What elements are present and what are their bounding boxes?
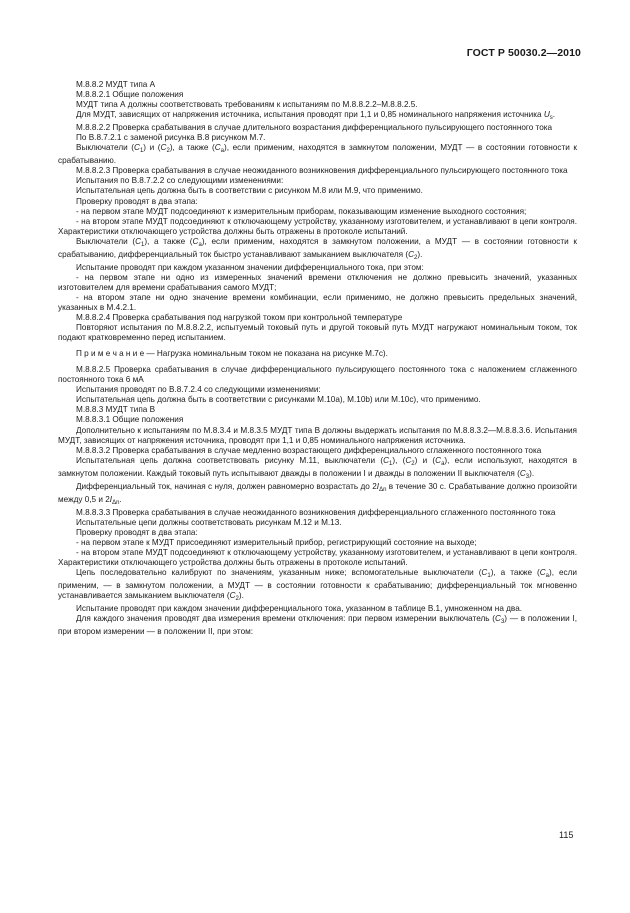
section-heading: М.8.8.3.2 Проверка срабатывания в случае медленно возрастающего дифференциального сглаженного постоянного тока — [76, 445, 542, 455]
page-number: 115 — [559, 830, 574, 840]
paragraph: Дополнительно к испытаниям по М.8.3.4 и М.8.3.5 МУДТ типа В должны выдержать испытания по М.8.8.3.2—М.8.8.3.6. Испытания МУДТ, зависящих от напряжения источника, проводят при 1,1 и 0,85 номинального напряжения источника. — [58, 425, 577, 445]
section-heading: М.8.8.2.1 Общие положения — [76, 90, 184, 100]
paragraph: Для МУДТ, зависящих от напряжения источника, испытания проводят при 1,1 и 0,85 номинального напряжения источника $U_s$. — [76, 110, 556, 122]
section-heading: М.8.8.2.3 Проверка срабатывания в случае неожиданного возникновения дифференциального пульсирующего постоянного тока — [76, 166, 568, 176]
section-heading: М.8.8.2 МУДТ типа А — [76, 80, 156, 89]
paragraph: Проверку проводят в два этапа: — [76, 527, 198, 537]
paragraph: По В.8.7.2.1 с заменой рисунка В.8 рисунком М.7. — [76, 133, 266, 143]
paragraph: Повторяют испытания по М.8.8.2.2, испытуемый токовый путь и другой токовый путь МУДТ нагружают номинальным током, ток подают кратковременно перед испытанием. — [58, 323, 577, 343]
paragraph: Испытание проводят при каждом значении дифференциального тока, указанном в таблице В.1, умноженном на два. — [76, 604, 523, 614]
paragraph: Испытания проводят по В.8.7.2.4 со следующими изменениями: — [76, 385, 321, 395]
paragraph: Испытания по В.8.7.2.2 со следующими изменениями: — [76, 176, 284, 186]
paragraph: Испытание проводят при каждом указанном значении дифференциального тока, при этом: — [76, 262, 424, 272]
paragraph: Для каждого значения проводят два измерения времени отключения: при первом измерении выключатель $(C_3)$ — в положении I, при втором измерении — в положении II, при этом: — [58, 614, 577, 637]
list-item: - на втором этапе МУДТ подсоединяют к отключающему устройству, указанному изготовителем, и устанавливают в цепи контроля. Характеристики отключающего устройства должны быть отражены в протоколе испытаний. — [58, 548, 577, 568]
paragraph: Испытательная цепь должна быть в соответствии с рисунком М.8 или М.9, что применимо. — [76, 186, 423, 196]
list-item: - на втором этапе МУДТ подсоединяют к отключающему устройству, указанному изготовителем, и устанавливают в цепи контроля. Характеристики отключающего устройства должны быть отражены в протоколе испытаний. — [58, 216, 577, 236]
section-heading: М.8.8.2.5 Проверка срабатывания в случае дифференциального пульсирующего постоянного тока с наложением сглаженного постоянного тока 6 мА — [58, 365, 577, 385]
section-heading: М.8.8.2.4 Проверка срабатывания под нагрузкой током при контрольной температуре — [76, 313, 403, 323]
document-body — [58, 80, 577, 637]
section-heading: М.8.8.3.3 Проверка срабатывания в случае неожиданного возникновения дифференциального сглаженного постоянного тока — [76, 507, 556, 517]
paragraph: Проверку проводят в два этапа: — [76, 196, 198, 206]
paragraph: Цепь последовательно калибруют по значениям, указанным ниже; вспомогательные выключатели $(C_1)$, а также $(C_a)$, если применим, — в замкнутом положении, а МУДТ — в состоянии готовности к срабатыванию; дифференциальный ток мгновенно устанавливается замыканием выключателя $(C_2)$. — [58, 568, 577, 603]
section-heading: М.8.8.3 МУДТ типа В — [76, 405, 156, 415]
list-item: - на первом этапе к МУДТ присоединяют измерительный прибор, регистрирующий состояние на выходе; — [76, 537, 477, 547]
list-item: - на втором этапе ни одно значение времени комбинации, если применимо, не должно превысить предельных значений, указанных в М.4.2.1. — [58, 292, 577, 312]
section-heading: М.8.8.2.2 Проверка срабатывания в случае длительного возрастания дифференциального пульсирующего постоянного тока — [76, 123, 553, 133]
section-heading: М.8.8.3.1 Общие положения — [76, 415, 184, 425]
paragraph: Испытательная цепь должна быть в соответствии с рисунками М.10а), М.10b) или М.10c), что применимо. — [76, 395, 481, 405]
paragraph: МУДТ типа А должны соответствовать требованиям к испытаниям по М.8.8.2.2–М.8.8.2.5. — [76, 100, 418, 110]
paragraph: Испытательная цепь должна соответствовать рисунку М.11, выключатели $(C_1)$, $(C_2)$ и $(C_a)$, если используют, находятся в замкнутом положении. Каждый токовый путь испытывают дважды в положении I и дважды в положении II выключателя $(C_3)$. — [58, 455, 577, 480]
paragraph: Выключатели $(C_1)$, а также $(C_a)$, если применим, находятся в замкнутом положении, а МУДТ — в состоянии готовности к срабатыванию, дифференциальный ток быстро устанавливают замыканием выключателя $(C_2)$. — [58, 236, 577, 261]
note: П р и м е ч а н и е — Нагрузка номинальным током не показана на рисунке М.7с). — [76, 349, 388, 359]
paragraph: Выключатели $(C_1)$ и $(C_2)$, а также $(C_a)$, если применим, находятся в замкнутом положении, МУДТ — в состоянии готовности к срабатыванию. — [58, 143, 577, 166]
paragraph: Дифференциальный ток, начиная с нуля, должен равномерно возрастать до $2I_{\Delta n}$ в течение 30 с. Срабатывание должно произойти между 0,5 и $2I_{\Delta n}$. — [58, 481, 577, 506]
list-item: - на первом этапе ни одно из измеренных значений времени отключения не должно превысить значений, указанных изготовителем для времени срабатывания самого МУДТ; — [58, 272, 577, 292]
list-item: - на первом этапе МУДТ подсоединяют к измерительным приборам, показывающим изменение выходного состояния; — [76, 206, 527, 216]
page-header-standard: ГОСТ Р 50030.2—2010 — [466, 47, 581, 59]
paragraph: Испытательные цепи должны соответствовать рисункам М.12 и М.13. — [76, 517, 342, 527]
